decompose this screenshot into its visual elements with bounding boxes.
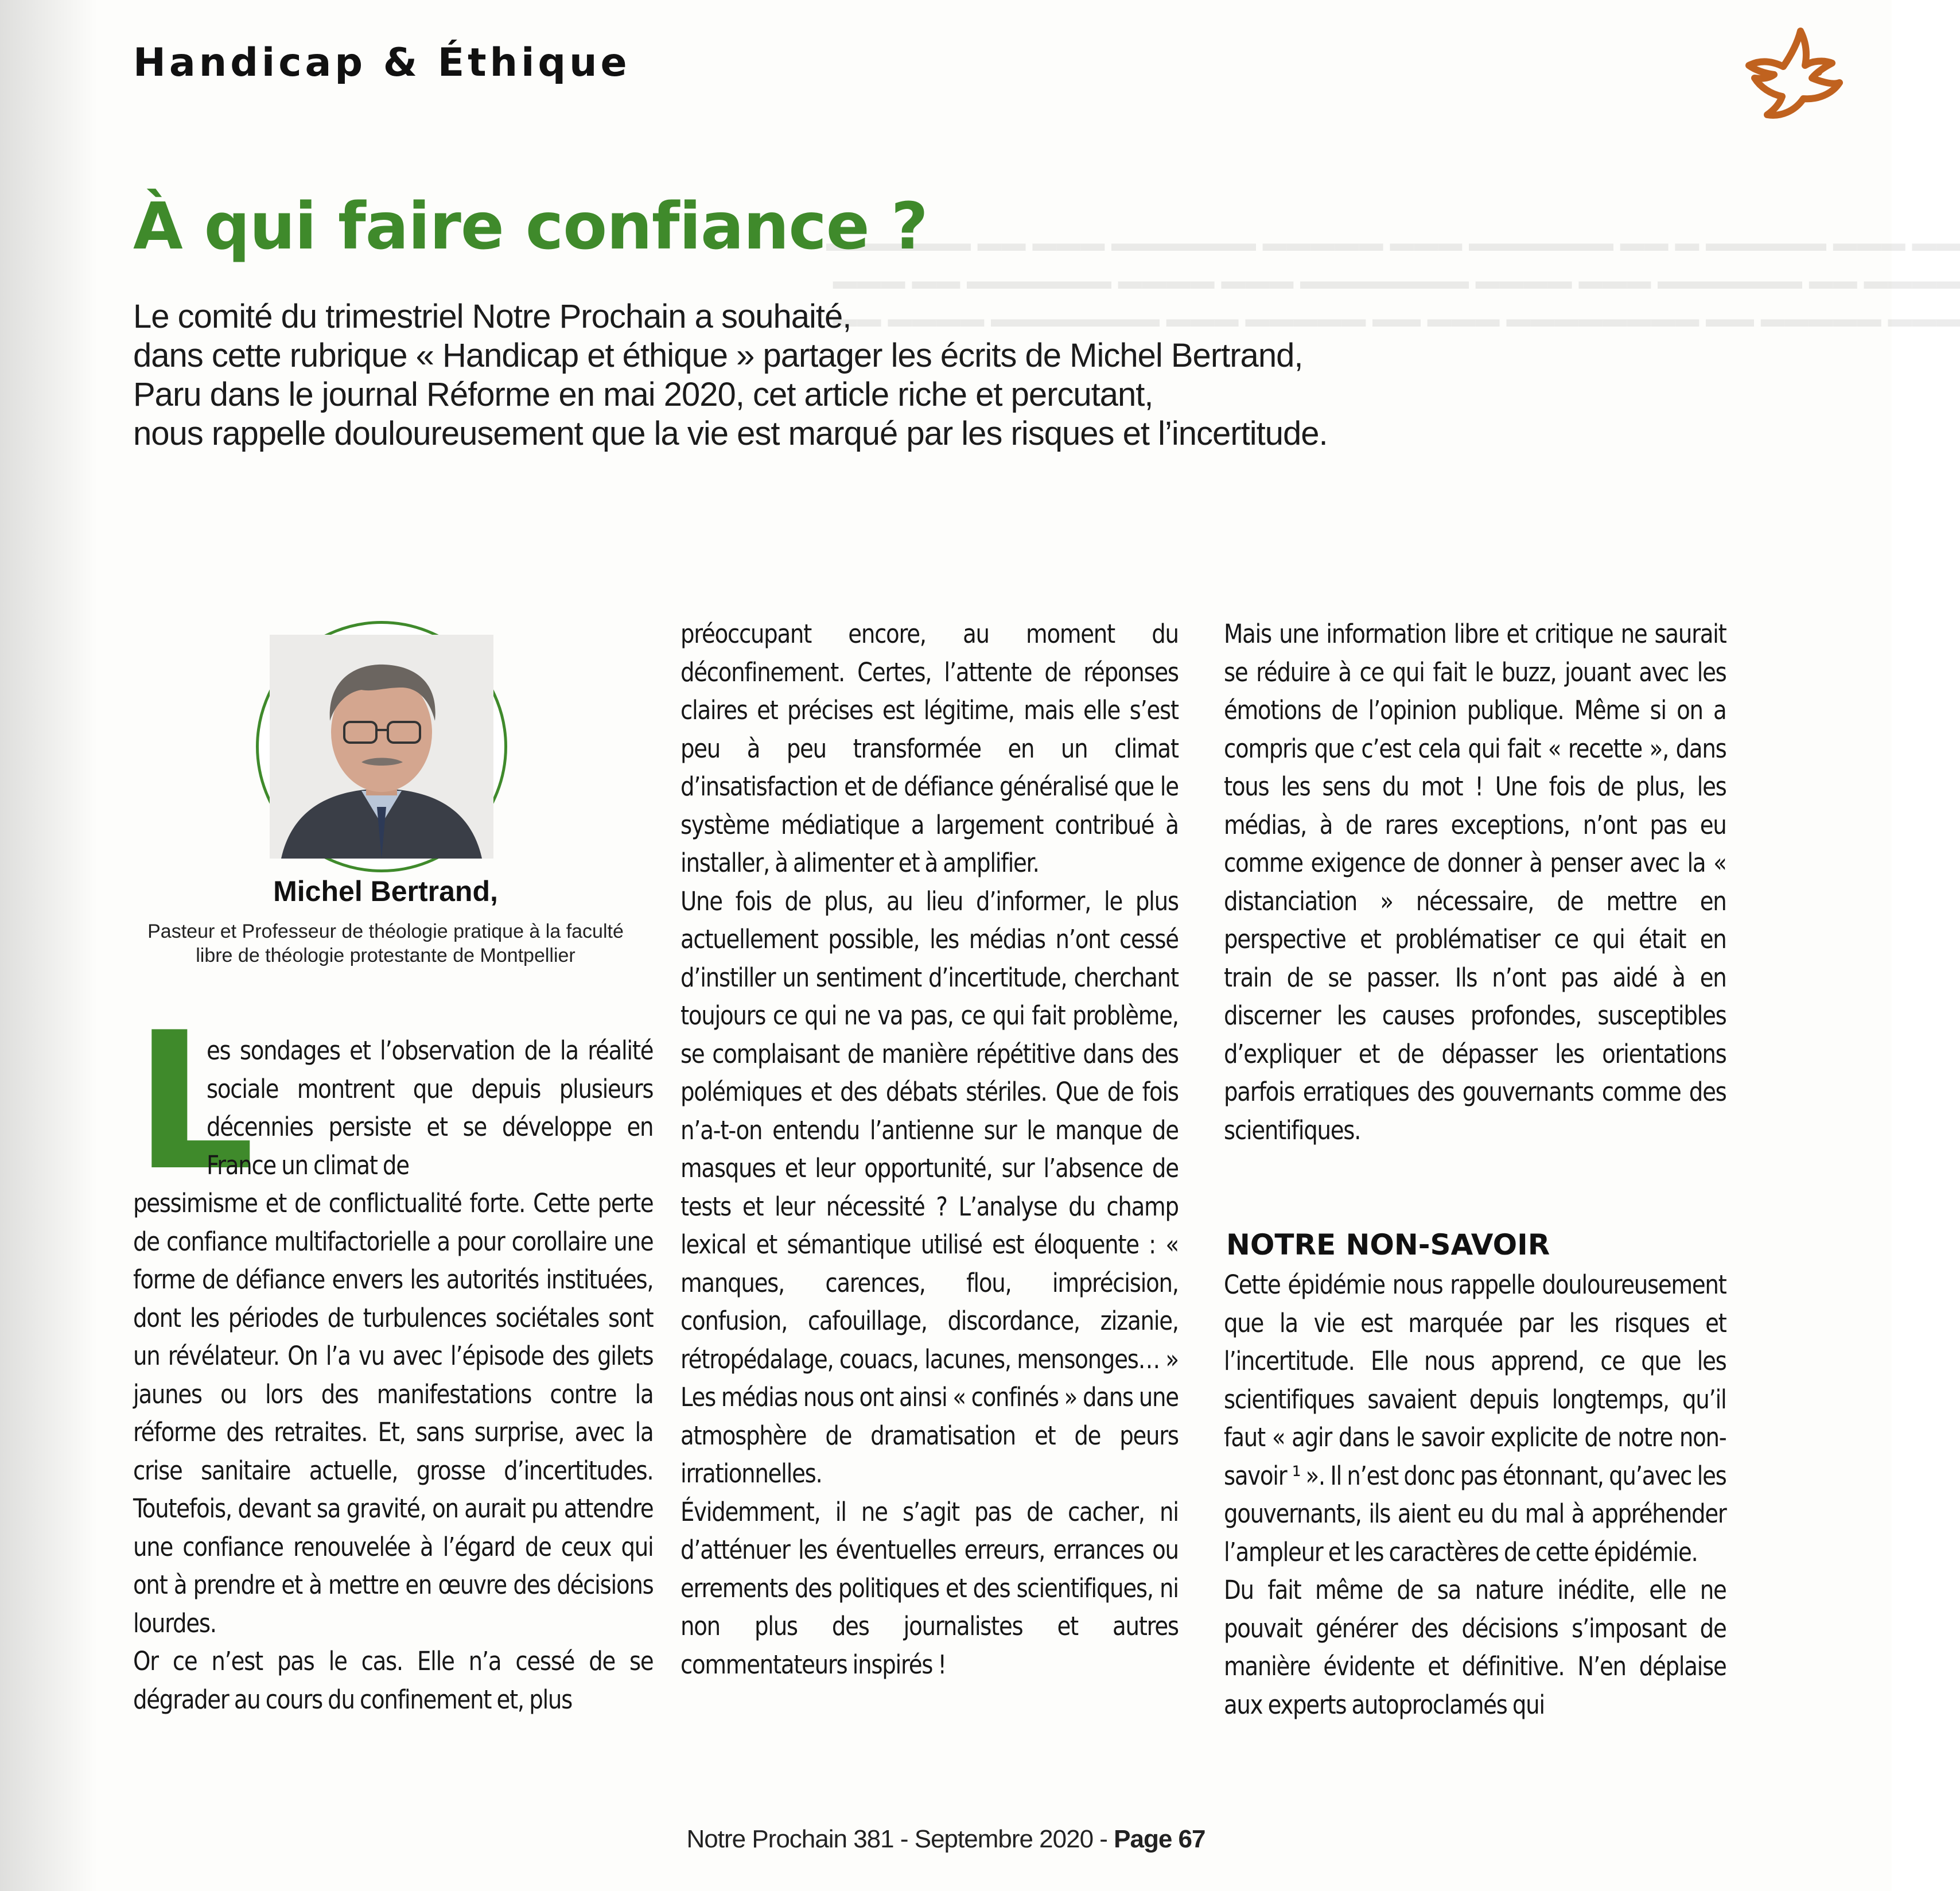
paragraph: Cette épidémie nous rappelle douloureusement que la vie est marquée par les risques et l’incertitude. Elle nous apprend, ce que les scientifiques savaient depuis longtemps, qu’il faut « agir dans le savoir explicite de notre non-savoir ¹ ». Il n’est donc pas étonnant, qu’avec les gouvernants, ils aient eu du mal à appréhender l’ampleur et les caractères de cette épidémie.: [1224, 1269, 1726, 1567]
author-portrait: [270, 635, 493, 859]
footer-publication: Notre Prochain 381 - Septembre 2020 -: [686, 1825, 1114, 1853]
bleed-through-decoration: ▬▬ ▬▬▬ ▬▬▬▬▬ ▬ ▬▬ ▬▬▬▬▬▬ ▬▬▬ ▬▬▬▬▬ ▬▬▬▬▬▬ ▬▬▬ ▬▬ ▬▬▬▬▬▬ ▬▬▬▬ ▬▬ ▬▬▬▬▬▬ ▬▬▬ ▬▬▬▬ ▬▬▬▬▬▬▬ ▬▬▬ ▬▬▬▬ ▬▬▬▬▬▬ ▬▬ ▬▬▬ ▬▬▬ ▬▬▬▬▬ ▬▬ ▬▬▬▬▬▬▬▬ ▬▬▬ ▬▬ ▬▬▬▬▬ ▬▬▬ ▬▬▬▬▬▬▬ ▬▬▬▬ ▬▬: [826, 229, 1960, 332]
paragraph: es sondages et l’observation de la réalité sociale montrent que depuis plusieurs décennies persiste et se développe en France un climat de: [207, 1035, 654, 1181]
drop-cap: L: [134, 992, 255, 1212]
column-3: [1224, 615, 1726, 1150]
page-footer: [0, 1825, 1892, 1854]
intro-line: nous rappelle douloureusement que la vie est marqué par les risques et l’incertitude.: [133, 415, 1328, 452]
paragraph: Une fois de plus, au lieu d’informer, le plus actuellement possible, les médias n’ont cessé d’instiller un sentiment d’incertitude, cherchant toujours ce qui ne va pas, ce qui fait problème, se complaisant de manière répétitive dans des polémiques et des débats stériles. Que de fois n’a-t-on entendu l’antienne sur le manque de masques et leur opportunité, sur l’absence de tests et leur nécessité ? L’analyse du champ lexical et sémantique utilisé est éloquente : « manques, carences, flou, imprécision, confusion, cafouillage, discordance, zizanie, rétropédalage, couacs, lacunes, mensonges… » Les médias nous ont ainsi « confinés » dans une atmosphère de dramatisation et de peurs irrationnelles.: [680, 886, 1179, 1489]
column-3-continued: [1224, 1266, 1726, 1724]
intro-line: dans cette rubrique « Handicap et éthique » partager les écrits de Michel Bertrand,: [133, 337, 1303, 374]
paragraph: Du fait même de sa nature inédite, elle ne pouvait générer des décisions s’imposant de manière évidente et définitive. N’en déplaise aux experts autoproclamés qui: [1224, 1575, 1726, 1720]
column-2: [680, 615, 1179, 1684]
section-label: Handicap & Éthique: [133, 40, 631, 86]
section-subheading: NOTRE NON-SAVOIR: [1226, 1228, 1550, 1261]
dove-icon: [1737, 25, 1846, 123]
column-1-opening: [207, 1032, 653, 1185]
column-1: [133, 1185, 653, 1719]
intro-line: Le comité du trimestriel Notre Prochain a souhaité,: [133, 298, 851, 335]
author-role-line: Pasteur et Professeur de théologie pratique à la faculté: [147, 921, 624, 942]
paragraph: Mais une information libre et critique ne saurait se réduire à ce qui fait le buzz, jouant avec les émotions de l’opinion publique. Même si on a compris que c’est cela qui fait « recette », dans tous les sens du mot ! Une fois de plus, les médias, à de rares exceptions, n’ont pas eu comme exigence de donner à penser avec la « distanciation » nécessaire, de mettre en perspective et problématiser ce qui était en train de se passer. Ils n’ont pas aidé à en discerner les causes profondes, susceptibles d’expliquer et de dépasser les orientations parfois erratiques des gouvernants comme des scientifiques.: [1224, 619, 1726, 1146]
paragraph: pessimisme et de conflictualité forte. Cette perte de confiance multifactorielle a pour corollaire une forme de défiance envers les autorités instituées, dont les périodes de turbulences sociétales sont un révélateur. On l’a vu avec l’épisode des gilets jaunes ou lors des manifestations contre la réforme des retraites. Et, sans surprise, avec la crise sanitaire actuelle, grosse d’incertitudes. Toutefois, devant sa gravité, on aurait pu attendre une confiance renouvelée à l’égard de ceux qui ont à prendre et à mettre en œuvre des décisions lourdes.: [133, 1188, 654, 1638]
paragraph: Or ce n’est pas le cas. Elle n’a cessé de se dégrader au cours du confinement et, plus: [133, 1646, 654, 1715]
intro-line: Paru dans le journal Réforme en mai 2020, cet article riche et percutant,: [133, 376, 1153, 413]
article-title: À qui faire confiance ?: [133, 189, 928, 264]
paragraph: Évidemment, il ne s’agit pas de cacher, ni d’atténuer les éventuelles erreurs, errances ou errements des politiques et des scientifiques, ni non plus des journalistes et autres commentateurs inspirés !: [680, 1496, 1179, 1680]
page-gutter-shadow: [0, 0, 98, 1891]
article-intro: [133, 297, 1682, 453]
author-name: Michel Bertrand,: [273, 875, 498, 907]
author-role-line: libre de théologie protestante de Montpellier: [196, 945, 575, 966]
author-role: [133, 919, 638, 968]
footer-page-number: Page 67: [1114, 1825, 1205, 1853]
paragraph: préoccupant encore, au moment du déconfinement. Certes, l’attente de réponses claires et précises est légitime, mais elle s’est peu à peu transformée en un climat d’insatisfaction et de défiance généralisé que le système médiatique a largement contribué à installer, à alimenter et à amplifier.: [680, 619, 1179, 878]
